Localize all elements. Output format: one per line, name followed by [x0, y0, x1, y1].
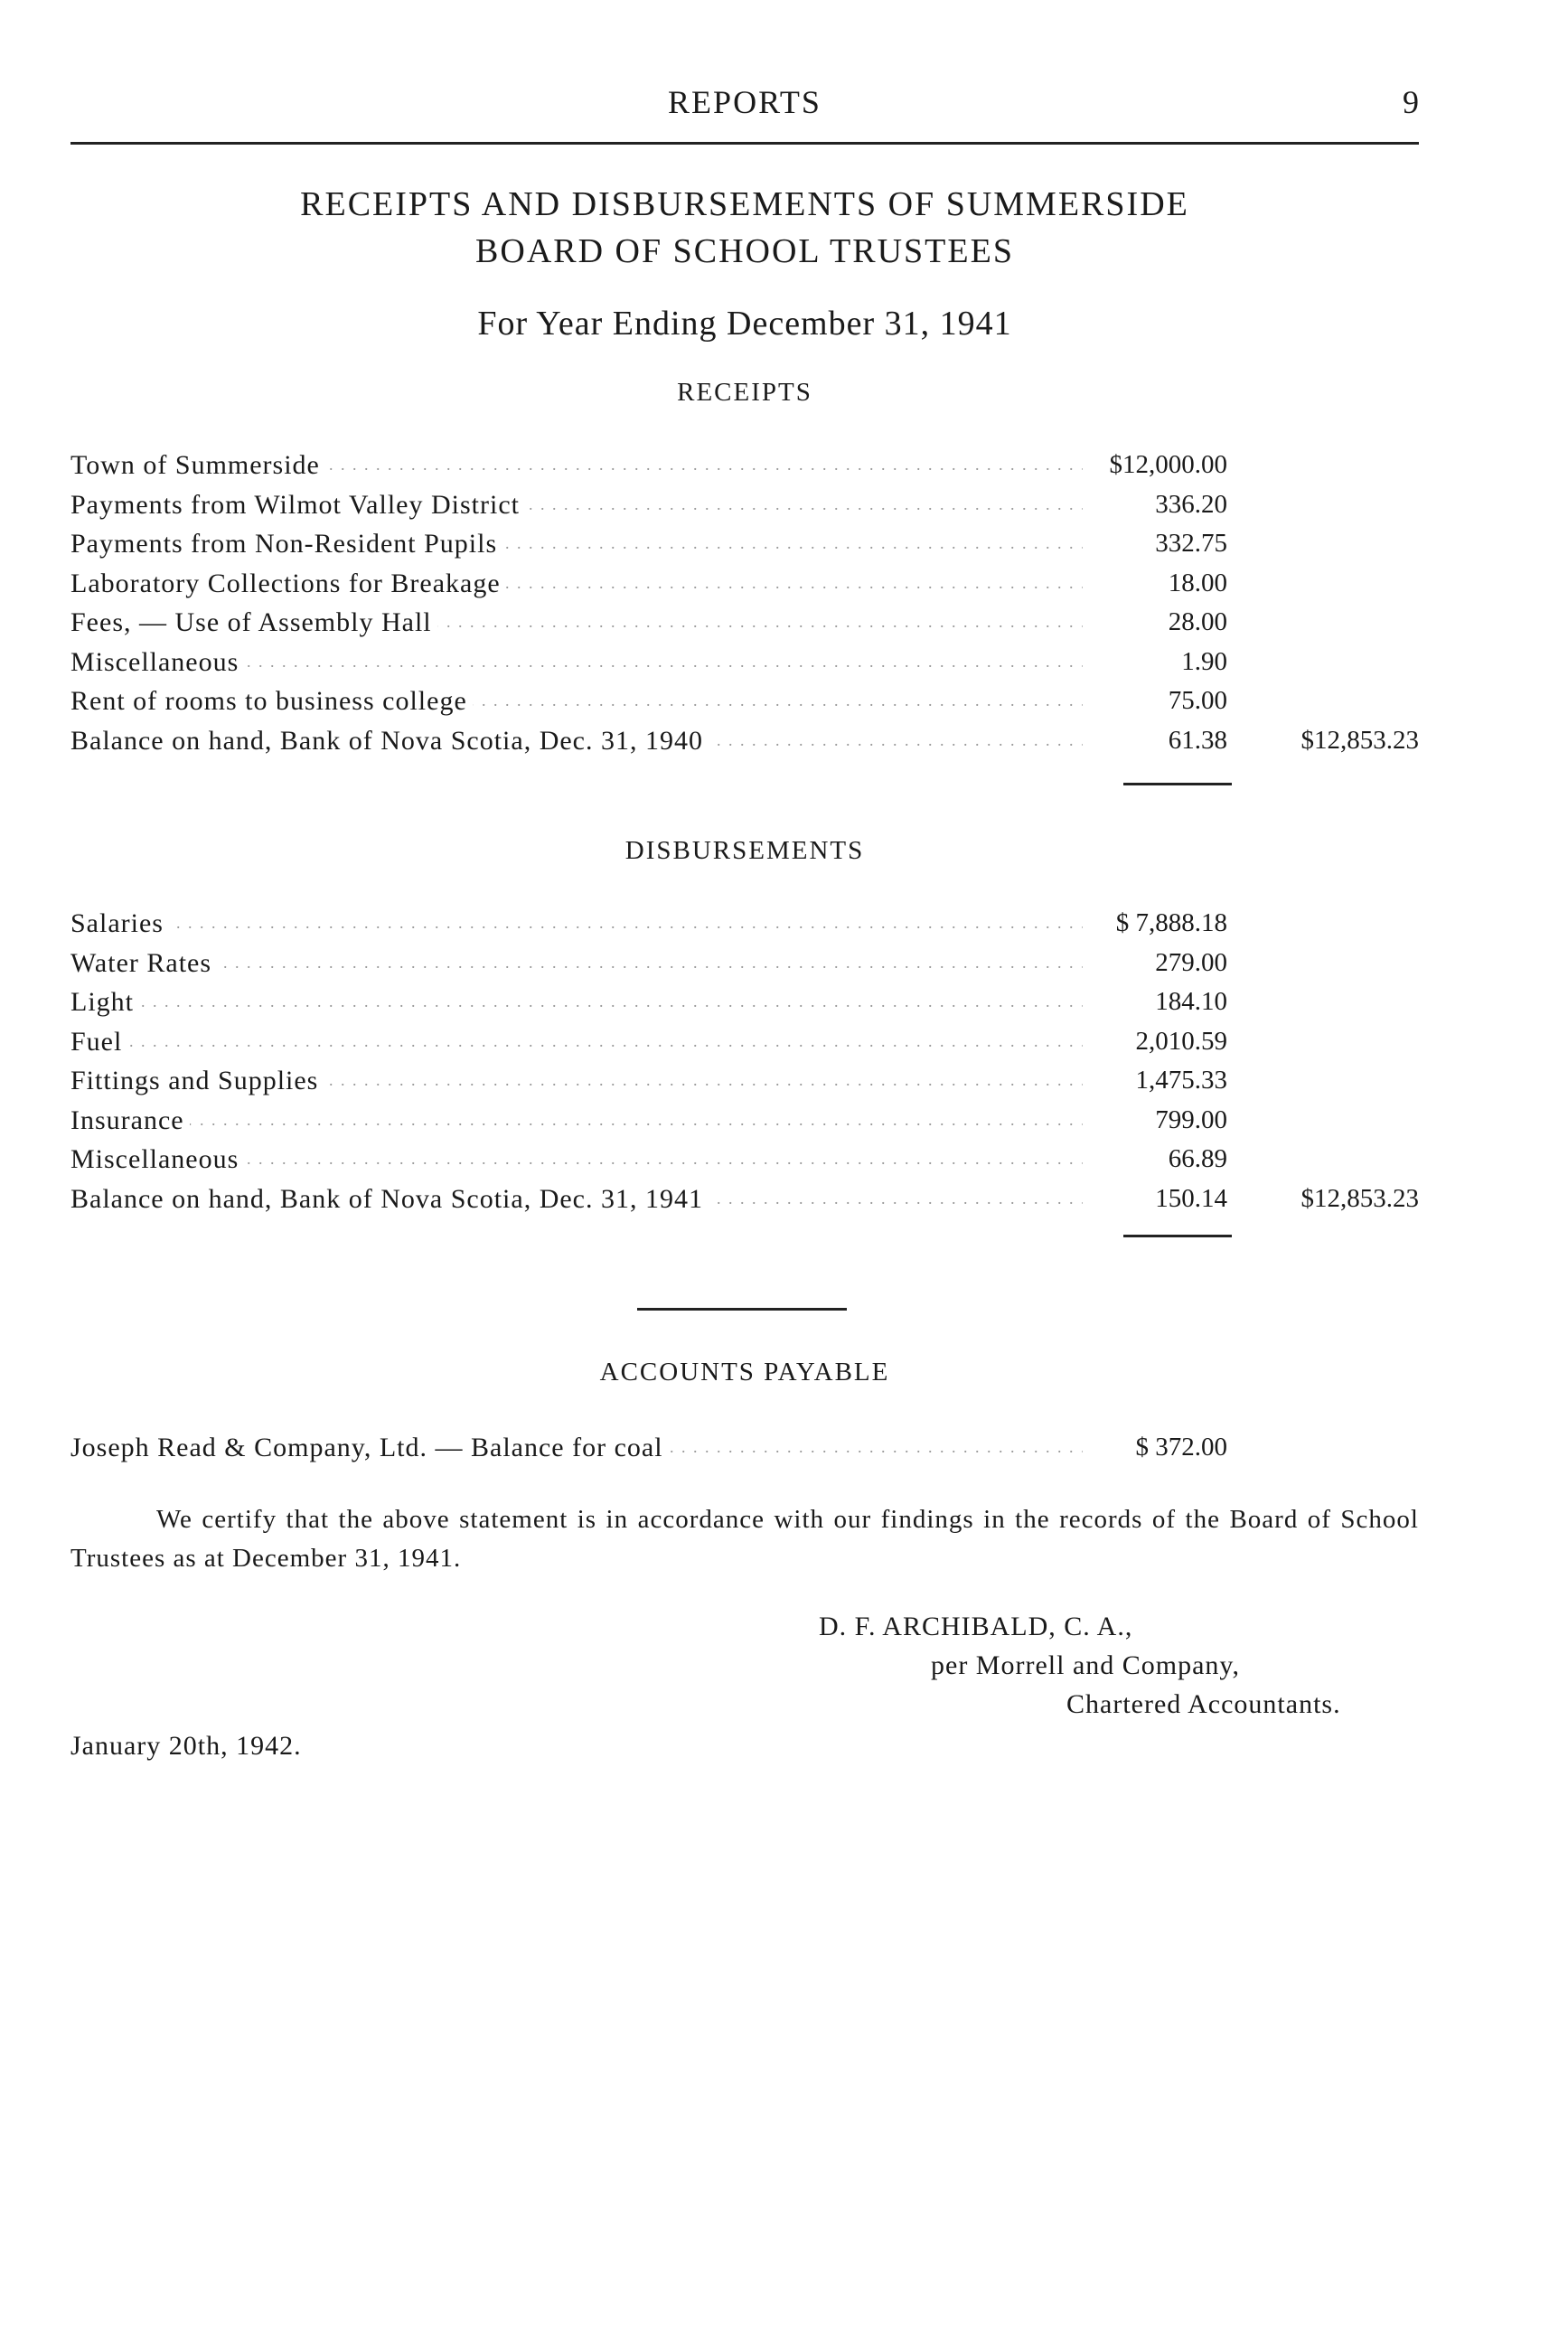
ledger-row: [70, 603, 1419, 643]
certification-statement: We certify that the above statement is in accordance with our findings in the records of the Board of School Trustees as at December 31, 1941.: [70, 1505, 1419, 1573]
row-amount: 336.20: [1155, 489, 1227, 519]
row-amount: 150.14: [1155, 1183, 1227, 1213]
row-amount: 18.00: [1168, 568, 1227, 597]
receipts-table: [70, 446, 1419, 760]
accounts-payable-heading: ACCOUNTS PAYABLE: [599, 1358, 890, 1386]
row-label-text: Fees, — Use of Assembly Hall: [70, 607, 437, 637]
row-label: [70, 485, 1083, 525]
row-label-text: Laboratory Collections for Breakage: [70, 569, 506, 598]
row-amount: $ 7,888.18: [1115, 908, 1227, 937]
ledger-row: [70, 643, 1419, 682]
row-amount: 61.38: [1168, 725, 1227, 755]
row-label: [70, 904, 1083, 944]
ledger-row: [70, 524, 1419, 564]
section-divider: [637, 1308, 847, 1311]
row-amount: $12,000.00: [1109, 450, 1227, 479]
ledger-row: [70, 682, 1419, 721]
disbursements-heading: DISBURSEMENTS: [624, 836, 865, 865]
row-label: [70, 1101, 1083, 1141]
row-amount: 799.00: [1155, 1104, 1227, 1134]
row-label: [70, 1022, 1083, 1062]
row-label-text: Light: [70, 987, 139, 1017]
row-label: [70, 1061, 1083, 1101]
page-number: 9: [1403, 84, 1419, 120]
ledger-row: [70, 446, 1419, 485]
ledger-row: [70, 904, 1419, 944]
row-amount: 279.00: [1155, 947, 1227, 977]
title-line-2: BOARD OF SCHOOL TRUSTEES: [475, 232, 1014, 270]
row-label: [70, 643, 1083, 682]
row-amount: 184.10: [1155, 987, 1227, 1016]
receipts-subtotal-rule: [1123, 783, 1232, 785]
row-label-text: Payments from Wilmot Valley District: [70, 490, 525, 520]
ledger-row: [70, 1061, 1419, 1101]
row-label-text: Fuel: [70, 1027, 127, 1057]
disbursements-subtotal-rule: [1123, 1235, 1232, 1237]
signatory-per: per Morrell and Company,: [931, 1650, 1240, 1680]
row-label: [70, 524, 1083, 564]
row-amount: 28.00: [1168, 607, 1227, 636]
statement-date: January 20th, 1942.: [70, 1731, 302, 1761]
ledger-row: [70, 1428, 1419, 1468]
running-head: [70, 83, 1419, 128]
row-label: [70, 982, 1083, 1022]
row-label: [70, 603, 1083, 643]
accounts-payable-table: [70, 1428, 1419, 1468]
ledger-row: [70, 1140, 1419, 1180]
row-label-text: Town of Summerside: [70, 450, 325, 480]
ledger-row: [70, 982, 1419, 1022]
row-label-text: Insurance: [70, 1105, 190, 1135]
row-label-text: Balance on hand, Bank of Nova Scotia, Dec. 31, 1940: [70, 726, 709, 756]
disbursements-table: [70, 904, 1419, 1218]
ledger-row: [70, 1022, 1419, 1062]
document-title: [70, 181, 1419, 275]
ledger-row: [70, 1180, 1419, 1219]
row-label-text: Salaries: [70, 908, 169, 938]
row-amount: 75.00: [1168, 686, 1227, 715]
row-label-text: Payments from Non-Resident Pupils: [70, 529, 502, 559]
row-total: $12,853.23: [1300, 1183, 1419, 1213]
ledger-row: [70, 1101, 1419, 1141]
title-line-1: RECEIPTS AND DISBURSEMENTS OF SUMMERSIDE: [300, 185, 1189, 223]
header-rule: [70, 142, 1419, 145]
running-title: REPORTS: [668, 84, 822, 120]
row-amount: 332.75: [1155, 529, 1227, 558]
row-label: [70, 682, 1083, 721]
ledger-row: [70, 721, 1419, 761]
row-label-text: Water Rates: [70, 948, 217, 978]
row-amount: $ 372.00: [1135, 1433, 1227, 1462]
row-amount: 1,475.33: [1135, 1066, 1227, 1095]
row-label-text: Miscellaneous: [70, 1144, 244, 1174]
row-label: [70, 944, 1083, 983]
row-label: [70, 1428, 1083, 1468]
row-label-text: Rent of rooms to business college: [70, 686, 473, 716]
row-amount: 66.89: [1168, 1144, 1227, 1173]
signatory-name: D. F. ARCHIBALD, C. A.,: [819, 1612, 1133, 1641]
row-label-text: Miscellaneous: [70, 647, 244, 677]
row-label: [70, 721, 1083, 761]
row-label: [70, 564, 1083, 604]
ledger-row: [70, 485, 1419, 525]
row-label-text: Fittings and Supplies: [70, 1066, 324, 1095]
row-label-text: Balance on hand, Bank of Nova Scotia, Dec. 31, 1941: [70, 1184, 709, 1214]
row-amount: 2,010.59: [1135, 1026, 1227, 1056]
row-label: [70, 1140, 1083, 1180]
row-amount: 1.90: [1181, 646, 1227, 676]
receipts-heading: RECEIPTS: [677, 378, 812, 407]
row-total: $12,853.23: [1300, 725, 1419, 755]
row-label: [70, 1180, 1083, 1219]
ledger-row: [70, 564, 1419, 604]
document-subtitle: For Year Ending December 31, 1941: [477, 305, 1012, 343]
ledger-row: [70, 944, 1419, 983]
row-label: [70, 446, 1083, 485]
signatory-firm: Chartered Accountants.: [1066, 1689, 1341, 1719]
row-label-text: Joseph Read & Company, Ltd. — Balance for coal: [70, 1433, 669, 1462]
